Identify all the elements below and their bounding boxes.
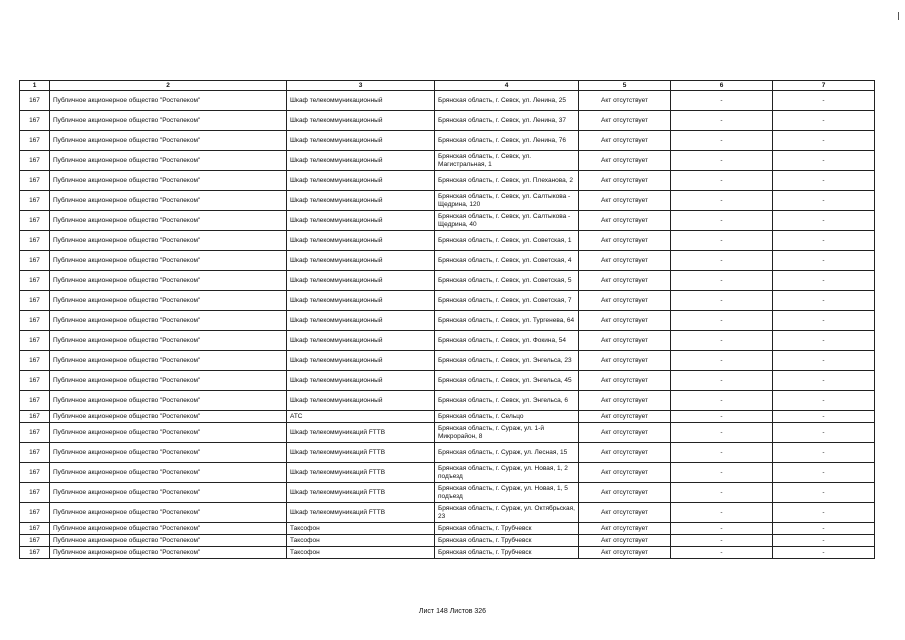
address-cell: Брянская область, г. Севск, ул. Энгельса, 6 [435,391,579,411]
column-7-cell: - [773,291,875,311]
address-cell: Брянская область, г. Сураж, ул. 1-й Микрорайон, 8 [435,423,579,443]
object-cell: Шкаф телекоммуникационный [287,351,435,371]
row-number-cell: 167 [20,463,50,483]
object-cell: Шкаф телекоммуникационный [287,311,435,331]
object-cell: Шкаф телекоммуникационный [287,171,435,191]
column-6-cell: - [671,171,773,191]
address-cell: Брянская область, г. Сураж, ул. Новая, 1, 2 подъезд [435,463,579,483]
owner-cell: Публичное акционерное общество "Ростелеком" [50,191,287,211]
document-cell: Акт отсутствует [579,251,671,271]
column-7-cell: - [773,423,875,443]
object-cell: Шкаф телекоммуникационный [287,191,435,211]
owner-cell: Публичное акционерное общество "Ростелеком" [50,211,287,231]
table-row [20,211,875,231]
column-7-cell: - [773,463,875,483]
document-cell: Акт отсутствует [579,291,671,311]
address-cell: Брянская область, г. Севск, ул. Ленина, 25 [435,91,579,111]
object-cell: Шкаф телекоммуникационный [287,291,435,311]
object-cell: Шкаф телекоммуникационный [287,131,435,151]
address-cell: Брянская область, г. Севск, ул. Советская, 5 [435,271,579,291]
column-7-cell: - [773,331,875,351]
address-cell: Брянская область, г. Сураж, ул. Октябрьская, 23 [435,503,579,523]
object-cell: Шкаф телекоммуникаций FTTB [287,423,435,443]
object-cell: Шкаф телекоммуникационный [287,271,435,291]
address-cell: Брянская область, г. Сураж, ул. Новая, 1, 5 подъезд [435,483,579,503]
table-row [20,411,875,423]
object-cell: Шкаф телекоммуникационный [287,371,435,391]
table-row [20,231,875,251]
address-cell: Брянская область, г. Севск, ул. Салтыкова - Щедрина, 40 [435,211,579,231]
row-number-cell: 167 [20,483,50,503]
object-cell: Шкаф телекоммуникаций FTTB [287,483,435,503]
address-cell: Брянская область, г. Сельцо [435,411,579,423]
table-row [20,503,875,523]
table-row [20,351,875,371]
table-row [20,547,875,559]
document-cell: Акт отсутствует [579,351,671,371]
column-6-cell: - [671,311,773,331]
row-number-cell: 167 [20,523,50,535]
document-cell: Акт отсутствует [579,131,671,151]
object-cell: Шкаф телекоммуникационный [287,91,435,111]
row-number-cell: 167 [20,111,50,131]
address-cell: Брянская область, г. Севск, ул. Тургенева, 64 [435,311,579,331]
column-6-cell: - [671,523,773,535]
owner-cell: Публичное акционерное общество "Ростелеком" [50,391,287,411]
column-6-cell: - [671,503,773,523]
row-number-cell: 167 [20,231,50,251]
owner-cell: Публичное акционерное общество "Ростелеком" [50,483,287,503]
table-row [20,191,875,211]
column-header-1: 1 [20,81,50,91]
object-cell: Шкаф телекоммуникаций FTTB [287,463,435,483]
object-cell: Шкаф телекоммуникационный [287,151,435,171]
table-row [20,271,875,291]
column-7-cell: - [773,411,875,423]
column-header-5: 5 [579,81,671,91]
column-6-cell: - [671,443,773,463]
document-cell: Акт отсутствует [579,91,671,111]
column-6-cell: - [671,91,773,111]
row-number-cell: 167 [20,331,50,351]
table-row [20,463,875,483]
document-cell: Акт отсутствует [579,231,671,251]
document-cell: Акт отсутствует [579,171,671,191]
column-6-cell: - [671,463,773,483]
address-cell: Брянская область, г. Севск, ул. Плеханова, 2 [435,171,579,191]
owner-cell: Публичное акционерное общество "Ростелеком" [50,151,287,171]
address-cell: Брянская область, г. Севск, ул. Фокина, 54 [435,331,579,351]
object-cell: Шкаф телекоммуникационный [287,111,435,131]
table-row [20,331,875,351]
row-number-cell: 167 [20,311,50,331]
owner-cell: Публичное акционерное общество "Ростелеком" [50,271,287,291]
column-7-cell: - [773,111,875,131]
column-header-3: 3 [287,81,435,91]
column-6-cell: - [671,271,773,291]
document-cell: Акт отсутствует [579,311,671,331]
row-number-cell: 167 [20,271,50,291]
row-number-cell: 167 [20,503,50,523]
column-6-cell: - [671,423,773,443]
page-number-footer: Лист 148 Листов 326 [418,608,487,615]
table-row [20,535,875,547]
row-number-cell: 167 [20,291,50,311]
owner-cell: Публичное акционерное общество "Ростелеком" [50,131,287,151]
column-7-cell: - [773,151,875,171]
address-cell: Брянская область, г. Севск, ул. Магистральная, 1 [435,151,579,171]
owner-cell: Публичное акционерное общество "Ростелеком" [50,291,287,311]
address-cell: Брянская область, г. Севск, ул. Советская, 7 [435,291,579,311]
column-6-cell: - [671,211,773,231]
address-cell: Брянская область, г. Севск, ул. Энгельса, 23 [435,351,579,371]
row-number-cell: 167 [20,251,50,271]
row-number-cell: 167 [20,423,50,443]
object-cell: Шкаф телекоммуникаций FTTB [287,443,435,463]
owner-cell: Публичное акционерное общество "Ростелеком" [50,331,287,351]
table-row [20,423,875,443]
row-number-cell: 167 [20,371,50,391]
document-cell: Акт отсутствует [579,151,671,171]
table-body [20,91,875,559]
row-number-cell: 167 [20,211,50,231]
column-7-cell: - [773,503,875,523]
table-row [20,131,875,151]
owner-cell: Публичное акционерное общество "Ростелеком" [50,111,287,131]
table-row [20,291,875,311]
column-7-cell: - [773,443,875,463]
document-cell: Акт отсутствует [579,547,671,559]
owner-cell: Публичное акционерное общество "Ростелеком" [50,547,287,559]
table-row [20,391,875,411]
table-row [20,523,875,535]
table-row [20,483,875,503]
column-6-cell: - [671,411,773,423]
column-6-cell: - [671,131,773,151]
row-number-cell: 167 [20,391,50,411]
row-number-cell: 167 [20,91,50,111]
owner-cell: Публичное акционерное общество "Ростелеком" [50,251,287,271]
owner-cell: Публичное акционерное общество "Ростелеком" [50,351,287,371]
column-7-cell: - [773,211,875,231]
column-header-7: 7 [773,81,875,91]
document-cell: Акт отсутствует [579,503,671,523]
row-number-cell: 167 [20,351,50,371]
table-row [20,371,875,391]
column-header-6: 6 [671,81,773,91]
column-7-cell: - [773,523,875,535]
column-7-cell: - [773,371,875,391]
object-cell: Таксофон [287,523,435,535]
address-cell: Брянская область, г. Трубчевск [435,547,579,559]
object-cell: Таксофон [287,547,435,559]
owner-cell: Публичное акционерное общество "Ростелеком" [50,231,287,251]
object-cell: Шкаф телекоммуникаций FTTB [287,503,435,523]
column-7-cell: - [773,271,875,291]
row-number-cell: 167 [20,171,50,191]
owner-cell: Публичное акционерное общество "Ростелеком" [50,371,287,391]
owner-cell: Публичное акционерное общество "Ростелеком" [50,503,287,523]
column-6-cell: - [671,251,773,271]
row-number-cell: 167 [20,151,50,171]
document-cell: Акт отсутствует [579,423,671,443]
column-6-cell: - [671,547,773,559]
owner-cell: Публичное акционерное общество "Ростелеком" [50,523,287,535]
document-cell: Акт отсутствует [579,211,671,231]
column-7-cell: - [773,351,875,371]
column-7-cell: - [773,251,875,271]
document-cell: Акт отсутствует [579,463,671,483]
owner-cell: Публичное акционерное общество "Ростелеком" [50,311,287,331]
object-cell: Таксофон [287,535,435,547]
column-6-cell: - [671,483,773,503]
column-header-2: 2 [50,81,287,91]
column-7-cell: - [773,231,875,251]
column-6-cell: - [671,291,773,311]
column-7-cell: - [773,535,875,547]
address-cell: Брянская область, г. Севск, ул. Салтыкова - Щедрина, 120 [435,191,579,211]
table-header-row [20,81,875,91]
column-7-cell: - [773,131,875,151]
page-edge-mark [898,12,899,20]
column-6-cell: - [671,191,773,211]
row-number-cell: 167 [20,547,50,559]
column-7-cell: - [773,547,875,559]
column-6-cell: - [671,371,773,391]
document-cell: Акт отсутствует [579,391,671,411]
column-6-cell: - [671,331,773,351]
object-cell: Шкаф телекоммуникационный [287,331,435,351]
document-cell: Акт отсутствует [579,331,671,351]
column-7-cell: - [773,483,875,503]
document-cell: Акт отсутствует [579,111,671,131]
object-cell: Шкаф телекоммуникационный [287,391,435,411]
document-cell: Акт отсутствует [579,371,671,391]
column-6-cell: - [671,151,773,171]
owner-cell: Публичное акционерное общество "Ростелеком" [50,423,287,443]
address-cell: Брянская область, г. Сураж, ул. Лесная, 15 [435,443,579,463]
table-row [20,111,875,131]
table-row [20,311,875,331]
column-6-cell: - [671,231,773,251]
address-cell: Брянская область, г. Севск, ул. Ленина, 37 [435,111,579,131]
document-cell: Акт отсутствует [579,523,671,535]
object-cell: Шкаф телекоммуникационный [287,251,435,271]
column-header-4: 4 [435,81,579,91]
row-number-cell: 167 [20,443,50,463]
owner-cell: Публичное акционерное общество "Ростелеком" [50,535,287,547]
column-6-cell: - [671,391,773,411]
column-7-cell: - [773,171,875,191]
document-cell: Акт отсутствует [579,191,671,211]
document-cell: Акт отсутствует [579,271,671,291]
row-number-cell: 167 [20,535,50,547]
column-7-cell: - [773,311,875,331]
table-row [20,443,875,463]
row-number-cell: 167 [20,191,50,211]
object-cell: АТС [287,411,435,423]
address-cell: Брянская область, г. Трубчевск [435,535,579,547]
column-7-cell: - [773,391,875,411]
address-cell: Брянская область, г. Севск, ул. Ленина, 76 [435,131,579,151]
registry-table [19,80,875,559]
row-number-cell: 167 [20,131,50,151]
object-cell: Шкаф телекоммуникационный [287,231,435,251]
table-row [20,171,875,191]
table-row [20,251,875,271]
table-row [20,151,875,171]
owner-cell: Публичное акционерное общество "Ростелеком" [50,463,287,483]
document-cell: Акт отсутствует [579,483,671,503]
address-cell: Брянская область, г. Севск, ул. Советская, 4 [435,251,579,271]
row-number-cell: 167 [20,411,50,423]
object-cell: Шкаф телекоммуникационный [287,211,435,231]
address-cell: Брянская область, г. Севск, ул. Советская, 1 [435,231,579,251]
owner-cell: Публичное акционерное общество "Ростелеком" [50,411,287,423]
owner-cell: Публичное акционерное общество "Ростелеком" [50,171,287,191]
owner-cell: Публичное акционерное общество "Ростелеком" [50,443,287,463]
document-cell: Акт отсутствует [579,411,671,423]
column-6-cell: - [671,111,773,131]
document-cell: Акт отсутствует [579,443,671,463]
address-cell: Брянская область, г. Севск, ул. Энгельса, 45 [435,371,579,391]
column-7-cell: - [773,91,875,111]
address-cell: Брянская область, г. Трубчевск [435,523,579,535]
column-7-cell: - [773,191,875,211]
column-6-cell: - [671,351,773,371]
document-cell: Акт отсутствует [579,535,671,547]
column-6-cell: - [671,535,773,547]
owner-cell: Публичное акционерное общество "Ростелеком" [50,91,287,111]
table-row [20,91,875,111]
